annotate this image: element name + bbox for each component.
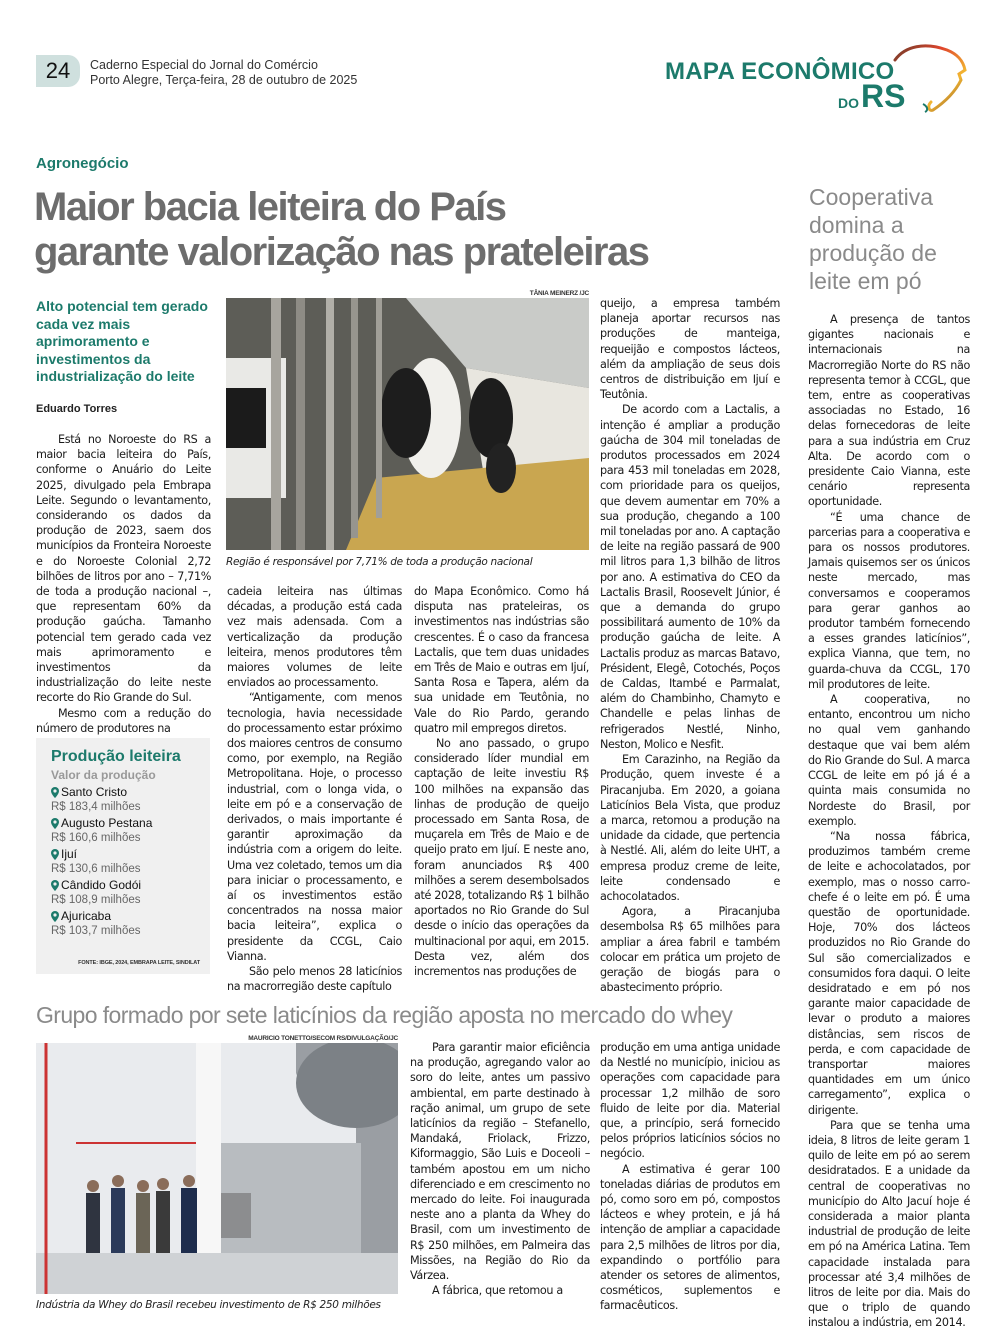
mapa-economico-logo bbox=[665, 40, 975, 115]
article-column-4 bbox=[600, 296, 780, 995]
production-infobox bbox=[36, 738, 210, 974]
paragraph: “É uma chance de parcerias para a cooperativa e para os nossos produtores. Jamais quisemos ser os únicos neste mercado, mas conversamos e cooperamos para gerar ganhos ao produtor também fornecendo a esses grandes laticínios”, explica Vianna, que tem, no guarda-chuva da CCGL, 170 mil produtores de leite. bbox=[808, 510, 970, 691]
edition-line1: Caderno Especial do Jornal do Comércio bbox=[90, 58, 318, 72]
paragraph: “Antigamente, com menos tecnologia, havia necessidade do processamento estar próximo dos maiores centros de consumo como, por exemplo, na Região Metropolitana. Hoje, o processo industrial, com o longa vida, o leite em pó e a conservação de derivados, o mais importante é garantir aproximação da indústria com a origem do leite. Uma vez coletado, temos um dia para iniciar o processamento, e aí os investimentos estão concentrados na nossa maior bacia leiteira”, explica o presidente da CCGL, Caio Vianna. bbox=[227, 691, 402, 963]
section-label: Agronegócio bbox=[36, 155, 129, 172]
paragraph: Para garantir maior eficiência na produção, agregando valor ao soro do leite, antes um passivo ambiental, em parte destinado à ração animal, um grupo de sete laticínios da região – Stefanello, Mandaká, Friolack, Frizzo, Kiformaggio, São Luis e Doceoli – também apostou em um nicho diferenciado e em crescimento no mercado do leite. Foi inaugurada neste ano a planta da Whey do Brasil, com um investimento de R$ 250 milhões, em Palmeira das Missões, na Região do Rio da Várzea. bbox=[410, 1041, 590, 1283]
article-subhead: Alto potencial tem gerado cada vez mais aprimoramento e investimentos da industrialização do leite bbox=[36, 298, 208, 384]
headline-line2: garante valorização nas prateleiras bbox=[34, 230, 649, 274]
municipality-name: Augusto Pestana bbox=[61, 816, 153, 830]
infobox-subtitle: Valor da produção bbox=[51, 768, 156, 782]
whey-factory-photo bbox=[36, 1043, 398, 1294]
infobox-item bbox=[51, 878, 210, 908]
logo-rs-text: RS bbox=[861, 78, 906, 114]
municipality-name: Ajuricaba bbox=[61, 909, 112, 923]
paragraph: Está no Noroeste do RS a maior bacia leiteira do País, conforme o Anuário do Leite 2025, divulgado pela Embrapa Leite. Segundo o levantamento, considerando os dados da produção de 2023, saem dos municípios da Fronteira Noroeste e do Noroeste Colonial 2,72 bilhões de litros por ano – 7,71% de toda a produção nacional –, que representam 60% da produção gaúcha. Tamanho potencial tem gerado cada vez mais aprimoramento e investimentos da industrialização do leite neste recorte do Rio Grande do Sul. bbox=[36, 433, 211, 705]
cows-photo-illustration bbox=[226, 298, 589, 550]
paragraph: Agora, a Piracanjuba desembolsa R$ 65 milhões para ampliar a área fabril e também colocar em prática um projeto de geração de biogás para o abastecimento próprio. bbox=[600, 905, 780, 995]
paragraph: A presença de tantos gigantes nacionais e internacionais na Macrorregião Norte do RS não representa temor à CCGL, que tem, entre as cooperativas associadas no Estado, 16 delas fornecedoras de leite para a sua indústria em Cruz Alta. De acordo com o presidente Caio Vianna, este cenário representa oportunidade. bbox=[808, 313, 970, 509]
logo-main-text: MAPA ECONÔMICO bbox=[665, 58, 895, 85]
whey-article-column-1 bbox=[410, 1040, 590, 1298]
paragraph: Para que se tenha uma ideia, 8 litros de leite geram 1 quilo de leite em pó ao serem desidratados. E a unidade da central de cooperativas no município do Alto Jacuí hoje é considerada a maior planta industrial de produção de leite em pó na América Latina. Tem capacidade instalada para processar até 3,4 milhões de litros de leite por dia. Mais do que o triplo de quando instalou a indústria, em 2014. bbox=[808, 1118, 970, 1330]
production-value: R$ 160,6 milhões bbox=[51, 832, 141, 844]
map-pin-icon bbox=[51, 818, 59, 829]
article-column-2 bbox=[227, 584, 402, 994]
headline-line1: Maior bacia leiteira do País bbox=[34, 185, 506, 229]
photo-credit: MAURICIO TONETTO/SECOM RS/DIVULGAÇÃO/JC bbox=[248, 1035, 398, 1042]
municipality-name: Ijuí bbox=[61, 847, 78, 861]
edition-info bbox=[90, 58, 357, 88]
paragraph: produção em uma antiga unidade da Nestlé no município, iniciou as operações com capacidade para processar 1,2 milhão de soro fluido de leite por dia. Material que, a princípio, será fornecido pelos próprios laticínios sócios no negócio. bbox=[600, 1041, 780, 1161]
photo-caption: Indústria da Whey do Brasil recebeu investimento de R$ 250 milhões bbox=[36, 1299, 381, 1311]
paragraph: cadeia leiteira nas últimas décadas, a produção está cada vez mais adensada. Com a verticalização da produção leiteira, menos produtores têm maiores volumes de leite enviados ao processamento. bbox=[227, 585, 402, 690]
infobox-item bbox=[51, 816, 210, 846]
production-value: R$ 103,7 milhões bbox=[51, 925, 141, 937]
paragraph: do Mapa Econômico. Como há disputa nas prateleiras, os investimentos nas indústrias são crescentes. É o caso da francesa Lactalis, que tem duas unidades em Três de Maio e outras em Ijuí, Santa Rosa e Tapera, além da sua unidade em Teutônia, no Vale do Rio Pardo, gerando quatro mil empregos diretos. bbox=[414, 585, 589, 735]
paragraph: No ano passado, o grupo considerado líder mundial em captação de leite investiu R$ 100 milhões na expansão das linhas de produção de queijo processado em Santa Rosa, de muçarela em Três de Maio e de queijo prato em Ijuí. E neste ano, foram anunciados R$ 400 milhões a serem desembolsados até 2028, totalizando R$ 1 bilhão aportados no Rio Grande do Sul desde o início das operações da multinacional por aqui, em 2015. Desta vez, além dos incrementos nas produções de bbox=[414, 737, 589, 979]
logo-do-text: DO bbox=[838, 95, 859, 111]
paragraph: De acordo com a Lactalis, a intenção é ampliar a produção gaúcha de 304 mil toneladas de produtos processados em 2024 para 453 mil toneladas em 2028, com prioridade para os queijos, que devem aumentar em 70% a sua produção, chegando a 100 mil toneladas por ano. A captação de leite na região passará de 900 mil litros para 1,3 bilhão de litros por ano. A estimativa do CEO da Lactalis Brasil, Roosevelt Júnior, é que a demanda do grupo possibilitará aumento de 10% da produção gaúcha de leite. A Lactalis produz as marcas Batavo, Président, Elegê, Cotochés, Poços de Caldas, Itambé e Parmalat, além do Chambinho, Chamyto e Chandelle e pelas linhas de refrigerados Nestlé, Ninho, Neston, Molico e Nesfit. bbox=[600, 403, 780, 751]
map-pin-icon bbox=[51, 880, 59, 891]
infobox-source: FONTE: IBGE, 2024, EMBRAPA LEITE, SINDILAT bbox=[78, 960, 200, 966]
map-pin-icon bbox=[51, 911, 59, 922]
production-value: R$ 108,9 milhões bbox=[51, 894, 141, 906]
paragraph: A fábrica, que retomou a bbox=[432, 1284, 563, 1298]
paragraph: Mesmo com a redução do número de produtores na bbox=[36, 706, 211, 735]
map-pin-icon bbox=[51, 849, 59, 860]
photo-credit: TÂNIA MEINERZ /JC bbox=[529, 290, 589, 297]
municipality-name: Cândido Godói bbox=[61, 878, 142, 892]
article-author: Eduardo Torres bbox=[36, 403, 118, 415]
whey-article-column-2 bbox=[600, 1040, 780, 1314]
paragraph: A cooperativa, no entanto, encontrou um nicho no qual vem ganhando destaque que vai bem além do Rio Grande do Sul. A marca CCGL de leite em pó já é a quinta mais consumida no Nordeste do Brasil, por exemplo. bbox=[808, 693, 970, 828]
paragraph: “Na nossa fábrica, produzimos também creme de leite e achocolatados, por exemplo, mas o nosso carro-chefe é o leite em pó. É uma questão de oportunidade. Hoje, 70% dos lácteos produzidos no Rio Grande do Sul são comercializados e consumidos fora daqui. O leite desidratado e em pó nos garante maior capacidade de levar o produto a maiores distâncias, sem riscos de perda, e com capacidade de transportar maiores quantidades em um único carregamento”, explica o dirigente. bbox=[808, 829, 970, 1117]
municipality-name: Santo Cristo bbox=[61, 785, 128, 799]
rs-map-outline-icon bbox=[887, 40, 977, 115]
paragraph: A estimativa é gerar 100 toneladas diárias de produtos em pó, como soro em pó, compostos lácteos e whey protein, e já há intenção de ampliar a capacidade para 2,5 milhões de litros por dia, expandindo o portfólio para atender os setores de alimentos, cosméticos, suplementos e farmacêuticos. bbox=[600, 1162, 780, 1313]
article-column-1 bbox=[36, 432, 211, 736]
map-pin-icon bbox=[51, 787, 59, 798]
infobox-item bbox=[51, 847, 210, 877]
infobox-title: Produção leiteira bbox=[51, 748, 181, 765]
infobox-item bbox=[51, 909, 210, 939]
whey-article-title: Grupo formado por sete laticínios da região aposta no mercado do whey bbox=[36, 1002, 733, 1028]
production-value: R$ 183,4 milhões bbox=[51, 801, 141, 813]
paragraph: queijo, a empresa também planeja aportar recursos nas produções de manteiga, requeijão e compostos lácteos, além da ampliação de seus dois centros de distribuição em Ijuí e Teutônia. bbox=[600, 297, 780, 402]
sidebar-article-title: Cooperativa domina a produção de leite em pó bbox=[809, 184, 937, 294]
paragraph: Em Carazinho, na Região da Produção, quem investe é a Piracanjuba. Em 2020, a goiana Laticínios Bela Vista, que produz a marca, retomou a produção na unidade da cidade, que pertencia à Nestlé. Ali, além do leite UHT, a empresa produz creme de leite, leite condensado e achocolatados. bbox=[600, 753, 780, 903]
edition-line2: Porto Alegre, Terça-feira, 28 de outubro de 2025 bbox=[90, 73, 358, 87]
photo-caption: Região é responsável por 7,71% de toda a produção nacional bbox=[226, 556, 533, 568]
article-headline bbox=[34, 185, 734, 275]
infobox-item bbox=[51, 785, 210, 815]
sidebar-article-body bbox=[808, 312, 970, 1331]
paragraph: São pelo menos 28 laticínios na macrorregião deste capítulo bbox=[227, 965, 402, 994]
production-value: R$ 130,6 milhões bbox=[51, 863, 141, 875]
article-column-3 bbox=[414, 584, 589, 979]
page-number: 24 bbox=[36, 55, 80, 87]
cows-photo bbox=[226, 298, 589, 550]
factory-photo-illustration bbox=[36, 1043, 398, 1294]
